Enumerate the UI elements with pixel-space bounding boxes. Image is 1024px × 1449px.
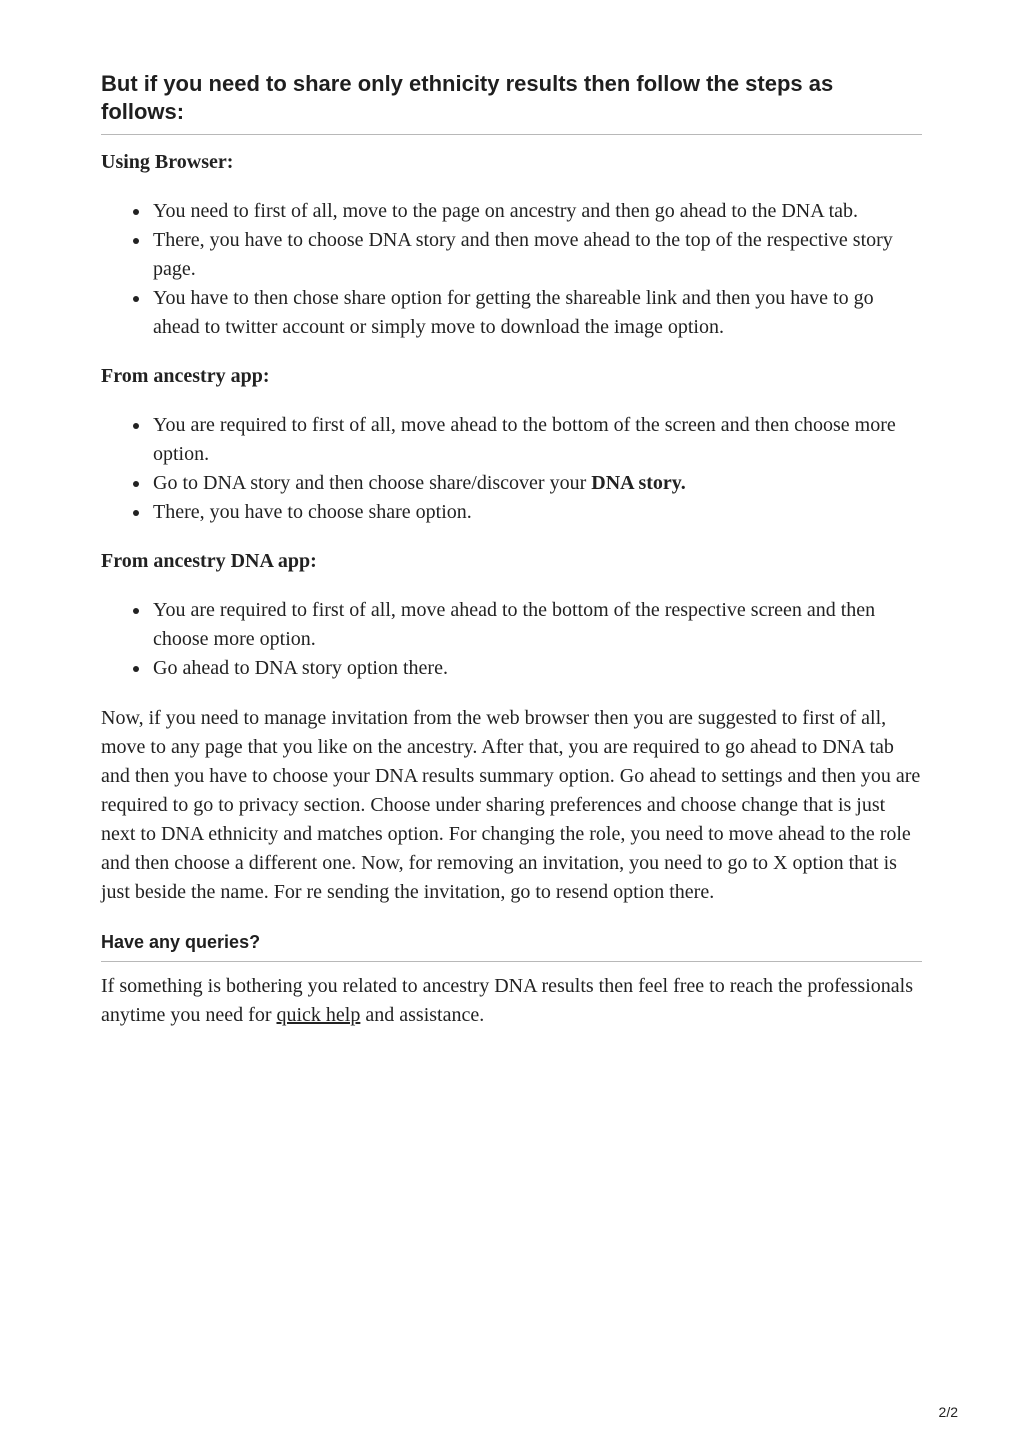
list-item: Go ahead to DNA story option there. — [153, 654, 922, 683]
queries-paragraph — [101, 972, 922, 1030]
dna-app-steps-list — [101, 596, 922, 683]
page-number: 2/2 — [938, 1404, 958, 1420]
app-section-title: From ancestry app: — [101, 365, 270, 387]
browser-steps-list — [101, 197, 922, 342]
list-item: You are required to first of all, move ahead to the bottom of the screen and then choose more option. — [153, 411, 922, 469]
list-item-text: Go to DNA story and then choose share/discover your — [153, 472, 592, 494]
manage-invitation-paragraph: Now, if you need to manage invitation from the web browser then you are suggested to first of all, move to any page that you like on the ancestry. After that, you are required to go ahead to DNA tab and then you have to choose your DNA results summary option. Go ahead to settings and then you are required to go to privacy section. Choose under sharing preferences and choose change that is just next to DNA ethnicity and matches option. For changing the role, you need to move ahead to the role and then choose a different one. Now, for removing an invitation, you need to go to X option that is just beside the name. For re sending the invitation, go to resend option there. — [101, 707, 921, 903]
main-heading: But if you need to share only ethnicity results then follow the steps as follows: — [101, 70, 922, 135]
dna-app-section-title: From ancestry DNA app: — [101, 550, 317, 572]
queries-text-after: and assistance. — [360, 1004, 485, 1026]
document-page — [101, 70, 922, 1030]
queries-heading: Have any queries? — [101, 931, 922, 962]
queries-text-before: If something is bothering you related to ancestry DNA results then feel free to reach the professionals anytime you need for — [101, 975, 913, 1026]
list-item: You are required to first of all, move ahead to the bottom of the respective screen and then choose more option. — [153, 596, 922, 654]
list-item: There, you have to choose share option. — [153, 498, 922, 527]
quick-help-link[interactable]: quick help — [276, 1004, 361, 1026]
list-item: There, you have to choose DNA story and then move ahead to the top of the respective story page. — [153, 226, 922, 284]
app-steps-list — [101, 411, 922, 527]
list-item-bold-text: DNA story. — [591, 472, 686, 494]
list-item — [153, 469, 922, 498]
list-item: You need to first of all, move to the page on ancestry and then go ahead to the DNA tab. — [153, 197, 922, 226]
browser-section-title: Using Browser: — [101, 151, 234, 173]
list-item: You have to then chose share option for getting the shareable link and then you have to go ahead to twitter account or simply move to download the image option. — [153, 284, 922, 342]
